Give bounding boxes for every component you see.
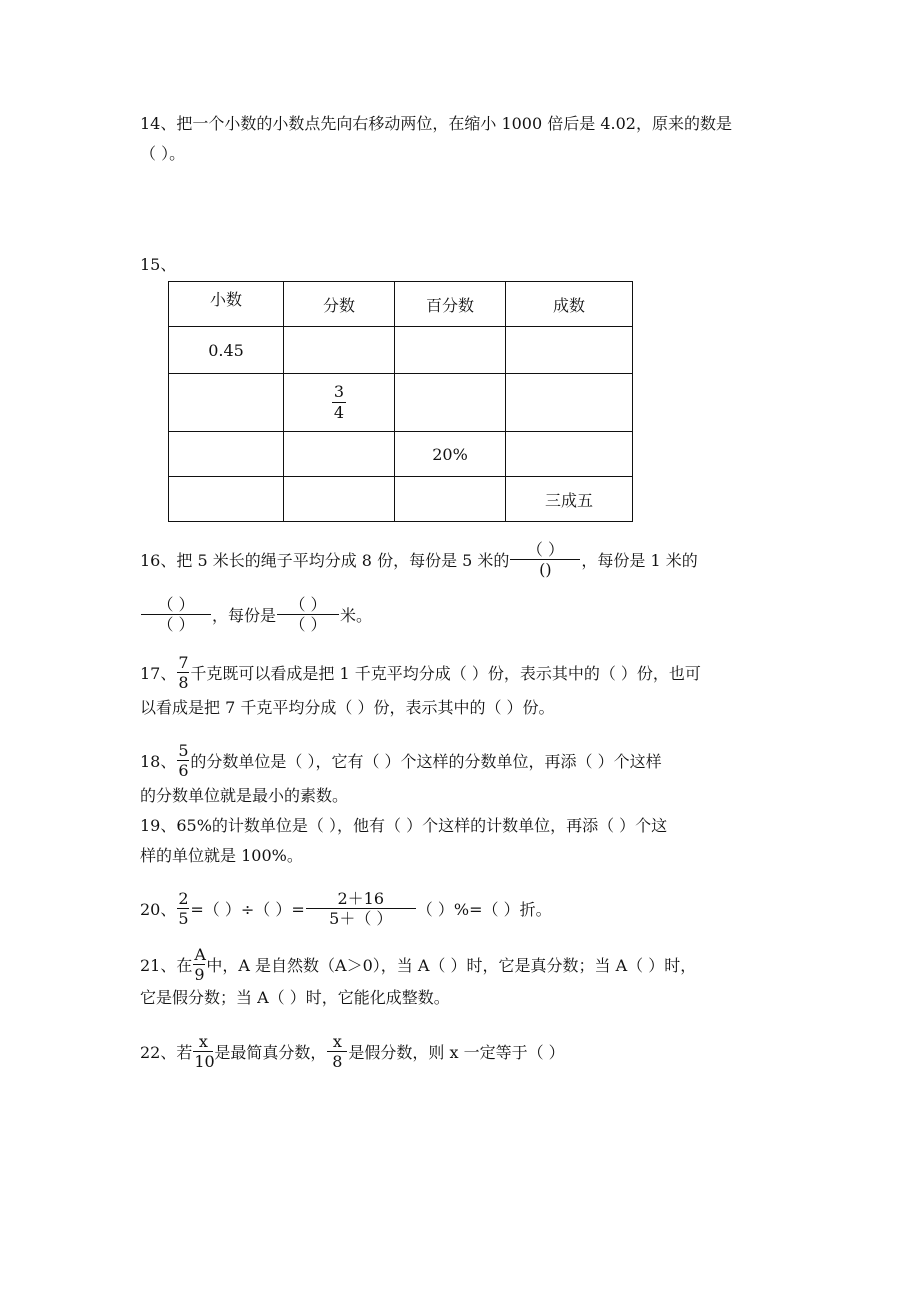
fraction-denominator: 4	[333, 403, 345, 422]
q20-text-a: =（ ）÷（ ）=	[190, 900, 305, 919]
table-cell	[284, 327, 395, 374]
table-cell: 三成五	[506, 477, 633, 522]
q18-line2: 的分数单位就是最小的素数。	[140, 786, 349, 805]
q16-text-a: 16、把 5 米长的绳子平均分成 8 份，每份是 5 米的	[140, 551, 510, 570]
q16-fraction-3	[277, 595, 339, 634]
table-cell: 20%	[395, 432, 506, 477]
q20-fraction-1	[177, 889, 189, 928]
table-cell: 0.45	[169, 327, 284, 374]
table-header-row	[169, 282, 633, 327]
q18-line1	[140, 743, 662, 782]
fraction-denominator: ()	[539, 560, 552, 579]
table-cell	[284, 477, 395, 522]
fraction-numerator: （ ）	[510, 540, 580, 560]
table-cell	[395, 327, 506, 374]
header-cell: 小数	[169, 282, 284, 327]
table-row	[169, 432, 633, 477]
q22-line	[140, 1034, 565, 1073]
table-row	[169, 477, 633, 522]
q17-text: 千克既可以看成是把 1 千克平均分成（ ）份，表示其中的（ ）份，也可	[190, 664, 701, 683]
q19-line2: 样的单位就是 100%。	[140, 846, 303, 865]
fraction-denominator: 10	[194, 1052, 215, 1071]
fraction-numerator: 3	[333, 382, 345, 401]
q17-line1	[140, 655, 701, 694]
q17-prefix: 17、	[140, 664, 177, 683]
fraction-denominator: 5＋（ ）	[329, 909, 393, 928]
q16-text-d: 米。	[340, 606, 373, 625]
table-cell	[284, 432, 395, 477]
table-cell	[506, 374, 633, 432]
q16-fraction-1	[510, 540, 580, 579]
header-cell: 成数	[506, 282, 633, 327]
q16-line1	[140, 542, 698, 581]
q22-text-a: 是最简真分数，	[214, 1043, 327, 1062]
fraction-numerator: x	[327, 1032, 347, 1052]
fraction-denominator: 8	[332, 1052, 343, 1071]
q21-text: 中，A 是自然数（A＞0），当 A（ ）时，它是真分数；当 A（ ）时，	[206, 956, 697, 975]
q20-prefix: 20、	[140, 900, 177, 919]
q18-prefix: 18、	[140, 752, 177, 771]
fraction-denominator: 6	[178, 761, 189, 780]
q22-fraction-1	[193, 1032, 213, 1071]
q21-fraction	[193, 945, 205, 984]
table-cell-fraction	[284, 374, 395, 432]
q15-label: 15、	[140, 255, 177, 274]
header-cell: 百分数	[395, 282, 506, 327]
table-cell	[395, 374, 506, 432]
table-cell	[169, 432, 284, 477]
q22-text-b: 是假分数，则 x 一定等于（ ）	[348, 1043, 565, 1062]
q16-text-c: ，每份是	[212, 606, 277, 625]
q20-line	[140, 891, 552, 930]
header-cell: 分数	[284, 282, 395, 327]
q19-line1: 19、65%的计数单位是（ ），他有（ ）个这样的计数单位，再添（ ）个这	[140, 816, 668, 835]
table-cell	[506, 327, 633, 374]
table-row	[169, 374, 633, 432]
fraction-numerator: 2＋16	[306, 889, 416, 909]
q18-fraction	[177, 741, 189, 780]
q20-text-b: （ ）%=（ ）折。	[416, 900, 552, 919]
q21-line1	[140, 947, 696, 986]
q21-prefix: 21、在	[140, 956, 193, 975]
fraction-denominator: 9	[194, 965, 205, 984]
q14-line1: 14、把一个小数的小数点先向右移动两位，在缩小 1000 倍后是 4.02，原来的数是	[140, 114, 732, 133]
q18-text: 的分数单位是（ ），它有（ ）个这样的分数单位，再添（ ）个这样	[190, 752, 662, 771]
q21-line2: 它是假分数；当 A（ ）时，它能化成整数。	[140, 988, 450, 1007]
q17-fraction	[177, 653, 189, 692]
fraction-numerator: （ ）	[141, 595, 211, 615]
fraction-numerator: 2	[178, 889, 189, 908]
fraction-denominator: （ ）	[157, 615, 195, 634]
fraction-numerator: （ ）	[277, 595, 339, 615]
table-cell	[506, 432, 633, 477]
table-row	[169, 327, 633, 374]
fraction-numerator: 7	[178, 653, 189, 672]
q20-fraction-2	[306, 889, 416, 928]
fraction-numerator: A	[194, 945, 206, 964]
q14-line2: （ ）。	[140, 144, 186, 163]
table-cell	[169, 477, 284, 522]
fraction-three-quarters	[332, 382, 346, 423]
fraction-denominator: 5	[178, 909, 189, 928]
q22-fraction-2	[327, 1032, 347, 1071]
q16-text-b: ，每份是 1 米的	[581, 551, 698, 570]
q16-line2	[140, 597, 372, 636]
fraction-denominator: 8	[178, 673, 189, 692]
conversion-table	[168, 281, 633, 522]
q17-line2: 以看成是把 7 千克平均分成（ ）份，表示其中的（ ）份。	[140, 698, 555, 717]
table-cell	[169, 374, 284, 432]
fraction-denominator: （ ）	[289, 615, 327, 634]
table-cell	[395, 477, 506, 522]
fraction-numerator: 5	[178, 741, 189, 760]
q22-prefix: 22、若	[140, 1043, 193, 1062]
fraction-numerator: x	[193, 1032, 213, 1052]
q16-fraction-2	[141, 595, 211, 634]
